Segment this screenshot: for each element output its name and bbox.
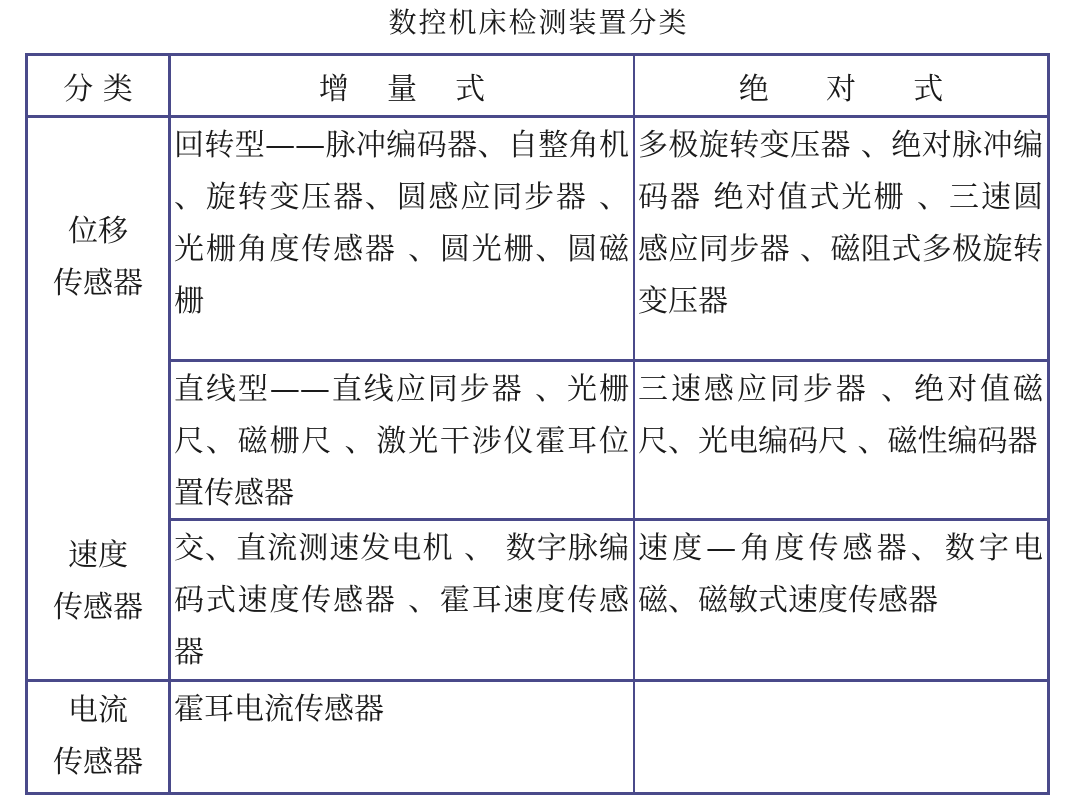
linear-incremental-cell: 直线型——直线应同步器 、光栅尺、磁栅尺 、激光干涉仪霍耳位置传感器 bbox=[174, 372, 629, 511]
header-absolute: 绝 对 式 bbox=[738, 71, 944, 107]
category-current-label: 电流 传感器 bbox=[53, 693, 143, 780]
header-category: 分 类 bbox=[63, 71, 133, 107]
category-speed bbox=[28, 522, 168, 642]
current-absolute-cell bbox=[635, 682, 1047, 792]
classification-table bbox=[25, 53, 1050, 795]
category-displacement bbox=[28, 198, 168, 318]
linear-absolute-cell: 三速感应同步器 、绝对值磁尺、光电编码尺 、磁性编码器 bbox=[638, 372, 1043, 459]
table-border-right bbox=[1047, 53, 1050, 795]
page-title: 数控机床检测装置分类 bbox=[388, 6, 689, 39]
rotary-incremental-cell: 回转型——脉冲编码器、自整角机 、旋转变压器、圆感应同步器 、光栅角度传感器 、圆光栅、圆磁栅 bbox=[174, 128, 629, 319]
speed-incremental-cell: 交、直流测速发电机 、 数字脉编码式速度传感器 、霍耳速度传感器 bbox=[174, 531, 629, 670]
current-incremental-cell: 霍耳电流传感器 bbox=[174, 692, 384, 727]
category-displacement-label: 位移 传感器 bbox=[53, 214, 143, 301]
table-border-bottom bbox=[25, 792, 1050, 795]
category-current bbox=[28, 682, 168, 792]
speed-absolute-cell: 速度—角度传感器、数字电磁、磁敏式速度传感器 bbox=[638, 531, 1043, 618]
category-speed-label: 速度 传感器 bbox=[53, 538, 143, 625]
header-incremental: 增 量 式 bbox=[318, 71, 486, 107]
rotary-absolute-cell: 多极旋转变压器 、绝对脉冲编码器 绝对值式光栅 、三速圆感应同步器 、磁阻式多极旋转变压器 bbox=[638, 128, 1043, 319]
